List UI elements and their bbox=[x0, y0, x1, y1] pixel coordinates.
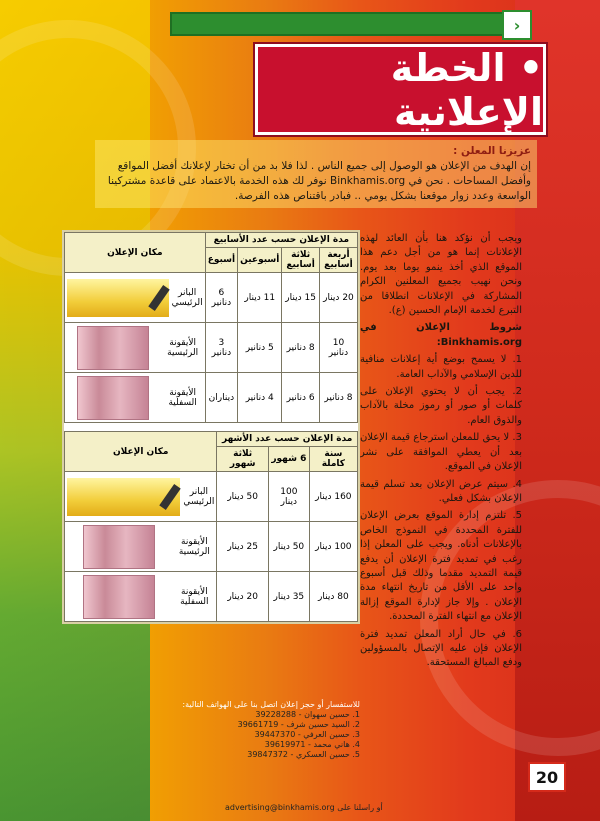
place-label: البانر الرئيسي bbox=[171, 287, 203, 308]
pen-icon bbox=[148, 285, 169, 311]
page-title: • الخطة الإعلانية bbox=[390, 45, 543, 134]
monthly-pricing-table bbox=[64, 431, 358, 622]
price-cell: 4 دنانير bbox=[238, 373, 282, 423]
email-line: أو راسلنا على advertising@binkhamis.org bbox=[225, 803, 383, 812]
table-row bbox=[65, 472, 358, 522]
price-cell: 6 دنانير bbox=[205, 273, 238, 323]
price-cell: 35 دينار bbox=[268, 572, 309, 622]
price-cell: 20 دينار bbox=[319, 273, 357, 323]
table-row bbox=[65, 572, 358, 622]
place-label: الأيقونة الرئيسية bbox=[167, 337, 199, 358]
main-banner-image bbox=[67, 478, 180, 516]
arrow-icon bbox=[502, 10, 532, 40]
price-cell: 100 دينار bbox=[268, 472, 309, 522]
icon-banner-image bbox=[77, 376, 149, 420]
place-cell bbox=[65, 472, 217, 522]
pricing-panel bbox=[62, 230, 360, 624]
place-label: الأيقونة الرئيسية bbox=[178, 536, 210, 557]
icon-banner-image bbox=[77, 326, 149, 370]
intro-header: عزيزنا المعلن : bbox=[453, 145, 531, 157]
price-cell: 11 دينار bbox=[238, 273, 282, 323]
monthly-place-header: مكان الإعلان bbox=[65, 432, 217, 472]
pen-icon bbox=[160, 484, 181, 510]
title-box bbox=[255, 44, 546, 135]
table-row bbox=[65, 373, 358, 423]
terms-column bbox=[360, 232, 522, 674]
contacts-heading: للاستفسار أو حجز إعلان اتصل بنا على الهواتف التالية: bbox=[182, 700, 360, 709]
place-cell bbox=[65, 273, 206, 323]
weekly-place-header: مكان الإعلان bbox=[65, 233, 206, 273]
place-cell bbox=[65, 323, 206, 373]
contacts-block bbox=[160, 700, 360, 760]
terms-item: 6. في حال أراد المعلن تمديد فترة الإعلان فإن عليه الإتصال بالمسؤولين ودفع المبالغ المستحقة. bbox=[360, 628, 522, 669]
terms-item: 3. لا يحق للمعلن استرجاع قيمة الإعلان بعد أن يعطي الموافقة على نشر الإعلان في الموقع. bbox=[360, 432, 522, 473]
terms-paragraph: ويجب أن نؤكد هنا بأن العائد لهذه الإعلانات إنما هو من أجل دعم هذا الموقع الذي أخذ ينمو يوما بعد يوم. ونحن نهيب بجميع المعلنين الكرام المشاركة في الإعلانات انطلاقا من التبرع لخدمة الإمام الحسين (ع). bbox=[360, 233, 522, 317]
contact-line: 5. حسين العسكري - 39847372 bbox=[247, 750, 360, 759]
price-cell: 80 دينار bbox=[309, 572, 357, 622]
price-cell: 50 دينار bbox=[268, 522, 309, 572]
main-banner-image bbox=[67, 279, 169, 317]
col-header: أربعة أسابيع bbox=[319, 248, 357, 273]
col-header: ثلاثة أسابيع bbox=[282, 248, 320, 273]
col-header: ثلاثة شهور bbox=[217, 447, 269, 472]
terms-heading: شروط الإعلان في Binkhamis.org: bbox=[360, 322, 522, 348]
price-cell: 50 دينار bbox=[217, 472, 269, 522]
price-cell: 100 دينار bbox=[309, 522, 357, 572]
price-cell: 5 دنانير bbox=[238, 323, 282, 373]
col-header: أسبوع bbox=[205, 248, 238, 273]
price-cell: 6 دنانير bbox=[282, 373, 320, 423]
intro-body: إن الهدف من الإعلان هو الوصول إلى جميع الناس . لذا فلا بد من أن تختار لإعلانك أفضل المواقع وأفضل المساحات . نحن في Binkhamis.org نوفر لك هذه الخدمة بالاعتماد على قاعدة مشتركينا الواسعة وعدد زوار موقعنا بشكل يومي .. فبادر باقتناص هذه الفرصة. bbox=[107, 160, 531, 202]
contact-line: 2. السيد حسين شرف - 39661719 bbox=[237, 720, 360, 729]
page-number: 20 bbox=[528, 762, 566, 792]
terms-item: 5. تلتزم إدارة الموقع بعرض الإعلان للفترة المحددة في النموذج الخاص بالإعلانات أدناه. ويجب على المعلن إذا رغب في تمديد فترة الإعلان أن يدفع قيمة التمديد مقدما وذلك قبل أسبوع واحد على الأقل من تاريخ انتهاء مدة الإعلان . وإلا جاز لإدارة الموقع إزالة الإعلان مع انتهاء الفترة المحددة. bbox=[360, 510, 522, 623]
contact-line: 3. حسين العرفي - 39447370 bbox=[254, 730, 360, 739]
col-header: أسبوعين bbox=[238, 248, 282, 273]
place-label: الأيقونة السفلية bbox=[180, 586, 209, 607]
intro-block bbox=[95, 140, 537, 208]
weekly-period-header: مدة الإعلان حسب عدد الأسابيع bbox=[205, 233, 357, 248]
terms-item: 1. لا يسمح بوضع أية إعلانات منافية للدين الإسلامي والآداب العامة. bbox=[360, 354, 522, 380]
terms-item: 2. يجب أن لا يحتوي الإعلان على كلمات أو صور أو رموز مخلة بالآداب والذوق العام. bbox=[360, 386, 522, 426]
price-cell: 20 دينار bbox=[217, 572, 269, 622]
contact-line: 4. هاني محمد - 39619971 bbox=[264, 740, 360, 749]
col-header: 6 شهور bbox=[268, 447, 309, 472]
price-cell: 8 دنانير bbox=[319, 373, 357, 423]
place-cell bbox=[65, 522, 217, 572]
price-cell: 8 دنانير bbox=[282, 323, 320, 373]
terms-item: 4. سيتم عرض الإعلان بعد تسلم قيمة الإعلان بشكل فعلي. bbox=[360, 478, 522, 504]
icon-banner-image bbox=[83, 525, 155, 569]
weekly-pricing-table bbox=[64, 232, 358, 423]
price-cell: ديناران bbox=[205, 373, 238, 423]
price-cell: 3 دنانير bbox=[205, 323, 238, 373]
place-cell bbox=[65, 572, 217, 622]
table-row bbox=[65, 522, 358, 572]
icon-banner-image bbox=[83, 575, 155, 619]
place-cell bbox=[65, 373, 206, 423]
price-cell: 15 دينار bbox=[282, 273, 320, 323]
top-green-bar bbox=[170, 12, 504, 36]
table-row bbox=[65, 273, 358, 323]
place-label: البانر الرئيسي bbox=[183, 486, 215, 507]
arrow-glyph: ‹ bbox=[513, 15, 521, 35]
price-cell: 160 دينار bbox=[309, 472, 357, 522]
price-cell: 25 دينار bbox=[217, 522, 269, 572]
contact-line: 1. حسين سهوان - 39228288 bbox=[255, 710, 360, 719]
table-row bbox=[65, 323, 358, 373]
monthly-period-header: مدة الإعلان حسب عدد الأشهر bbox=[217, 432, 358, 447]
place-label: الأيقونة السفلية bbox=[168, 387, 197, 408]
price-cell: 10 دنانير bbox=[319, 323, 357, 373]
col-header: سنة كاملة bbox=[309, 447, 357, 472]
